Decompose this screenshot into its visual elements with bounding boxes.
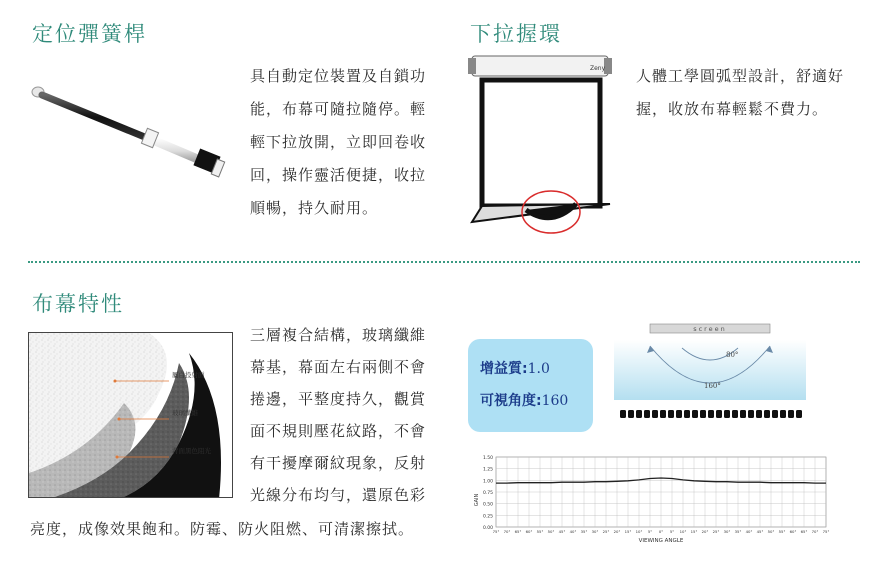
gain-chart bbox=[470, 449, 838, 549]
seat-icon bbox=[636, 410, 642, 418]
viewing-angle-spec: 可視角度:160 bbox=[480, 393, 569, 409]
chart-y-tick-label: 0.50 bbox=[482, 502, 493, 508]
seat-icon bbox=[788, 410, 794, 418]
chart-x-tick-label: 10° bbox=[635, 529, 643, 534]
seat-icon bbox=[660, 410, 666, 418]
specs-box bbox=[468, 339, 593, 432]
chart-y-tick-label: 1.25 bbox=[482, 467, 493, 473]
chart-x-tick-label: 55° bbox=[778, 529, 786, 534]
chart-x-tick-label: 15° bbox=[690, 529, 698, 534]
chart-y-tick-label: 1.00 bbox=[482, 479, 493, 485]
chart-x-tick-label: 5° bbox=[669, 529, 675, 534]
chart-y-tick-label: 0.00 bbox=[482, 526, 493, 531]
section-title-pull-ring: 下拉握環 bbox=[470, 22, 562, 46]
chart-x-tick-label: 65° bbox=[514, 529, 522, 534]
chart-x-tick-label: 55° bbox=[536, 529, 544, 534]
chart-x-tick-label: 50° bbox=[767, 529, 775, 534]
seat-icon bbox=[700, 410, 706, 418]
section-divider bbox=[28, 261, 860, 263]
chart-x-tick-label: 75° bbox=[822, 529, 830, 534]
chart-x-tick-label: 50° bbox=[547, 529, 555, 534]
chart-x-tick-label: 20° bbox=[613, 529, 621, 534]
chart-x-tick-label: 70° bbox=[503, 529, 511, 534]
seat-icon bbox=[724, 410, 730, 418]
seat-icon bbox=[628, 410, 634, 418]
chart-x-tick-label: 40° bbox=[569, 529, 577, 534]
chart-x-tick-label: 25° bbox=[602, 529, 610, 534]
seat-icon bbox=[764, 410, 770, 418]
chart-x-tick-label: 60° bbox=[525, 529, 533, 534]
chart-x-tick-label: 45° bbox=[756, 529, 764, 534]
pull-ring-description: 人體工學圓弧型設計，舒適好 握，收放布幕輕鬆不費力。 bbox=[636, 67, 845, 118]
seat-icon bbox=[692, 410, 698, 418]
chart-x-tick-label: 35° bbox=[734, 529, 742, 534]
screen-features-last-line: 亮度，成像效果飽和。防霉、防火阻燃、可清潔擦拭。 bbox=[30, 520, 415, 538]
chart-x-tick-label: 30° bbox=[723, 529, 731, 534]
angle-160-label: 160° bbox=[704, 382, 721, 390]
seat-icon bbox=[676, 410, 682, 418]
seat-icon bbox=[652, 410, 658, 418]
seat-icon bbox=[644, 410, 650, 418]
chart-x-axis-label: VIEWING ANGLE bbox=[638, 538, 684, 544]
chart-x-tick-label: 0° bbox=[658, 529, 664, 534]
seat-icon bbox=[684, 410, 690, 418]
spring-rod-image bbox=[30, 80, 230, 190]
seat-icon bbox=[772, 410, 778, 418]
seat-icon bbox=[780, 410, 786, 418]
seat-icon bbox=[756, 410, 762, 418]
chart-x-tick-label: 75° bbox=[492, 529, 500, 534]
angle-80-label: 80° bbox=[726, 351, 739, 359]
chart-x-tick-label: 25° bbox=[712, 529, 720, 534]
chart-x-tick-label: 15° bbox=[624, 529, 632, 534]
layer-label-black-back: 背面黑色阻光 bbox=[172, 447, 211, 455]
fabric-layers-image bbox=[28, 332, 233, 498]
seat-icon bbox=[796, 410, 802, 418]
gain-chart-svg bbox=[470, 449, 838, 549]
spring-rod-description: 具自動定位裝置及自鎖功 能，布幕可隨拉隨停。輕 輕下拉放開，立即回卷收 回，操作靈活便捷，收拉 順暢，持久耐用。 bbox=[250, 67, 427, 217]
seat-icon bbox=[732, 410, 738, 418]
chart-x-tick-label: 60° bbox=[789, 529, 797, 534]
layer-label-white: 屬白投射面 bbox=[172, 371, 205, 379]
projector-screen-image bbox=[468, 52, 626, 238]
seat-icon bbox=[708, 410, 714, 418]
screen-logo: Zeny bbox=[590, 65, 606, 72]
chart-y-tick-label: 1.50 bbox=[482, 456, 493, 461]
chart-x-tick-label: 45° bbox=[558, 529, 566, 534]
viewing-angle-diagram bbox=[614, 320, 806, 426]
gain-spec: 增益質:1.0 bbox=[480, 361, 550, 377]
section-title-spring-rod: 定位彈簧桿 bbox=[32, 22, 147, 46]
screen-label: screen bbox=[693, 325, 727, 333]
chart-y-tick-label: 0.25 bbox=[482, 514, 493, 520]
chart-x-tick-label: 70° bbox=[811, 529, 819, 534]
chart-y-tick-label: 0.75 bbox=[482, 491, 493, 496]
chart-x-tick-label: 20° bbox=[701, 529, 709, 534]
chart-x-tick-label: 30° bbox=[591, 529, 599, 534]
seat-icon bbox=[748, 410, 754, 418]
seat-icon bbox=[668, 410, 674, 418]
layer-label-glassfiber: 玻璃纖維 bbox=[172, 409, 198, 417]
chart-y-axis-label: GAIN bbox=[474, 493, 480, 507]
seat-icon bbox=[716, 410, 722, 418]
seat-icon bbox=[740, 410, 746, 418]
chart-x-tick-label: 65° bbox=[800, 529, 808, 534]
seat-icon bbox=[620, 410, 626, 418]
chart-x-tick-label: 35° bbox=[580, 529, 588, 534]
screen-features-description: 三層複合結構，玻璃纖維 幕基，幕面左右兩側不會 捲邊，平整度持久，觀賞 面不規則壓花紋路，不會 有干擾摩爾紋現象，反射 光線分布均勻，還原色彩 bbox=[250, 326, 427, 504]
chart-x-tick-label: 40° bbox=[745, 529, 753, 534]
section-title-screen-features: 布幕特性 bbox=[32, 292, 124, 316]
chart-x-tick-label: 5° bbox=[647, 529, 653, 534]
chart-x-tick-label: 10° bbox=[679, 529, 687, 534]
